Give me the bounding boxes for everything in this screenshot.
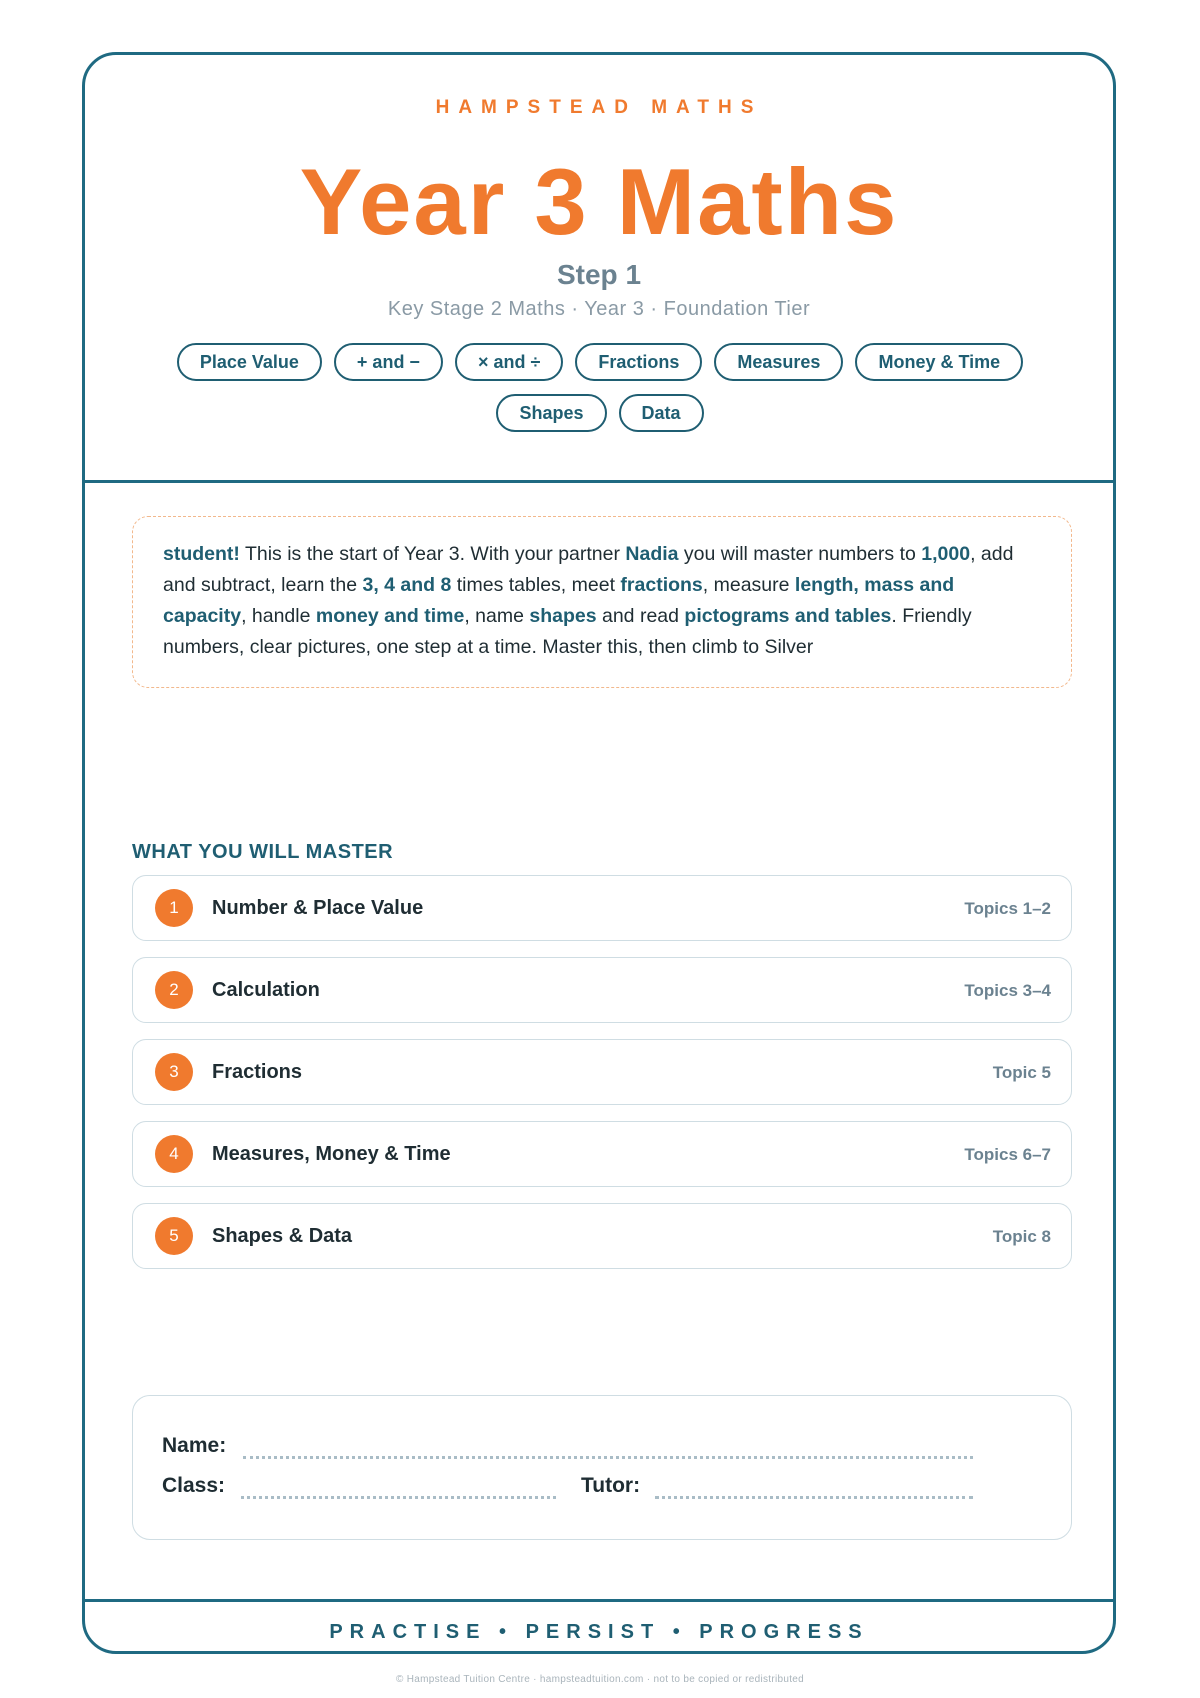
intro-text: , measure — [702, 574, 795, 596]
class-label: Class: — [162, 1474, 226, 1497]
topic-name: Number & Place Value — [212, 897, 424, 919]
topic-name: Measures, Money & Time — [212, 1143, 451, 1165]
cover-header — [85, 55, 1113, 479]
intro-highlight: money and time — [315, 605, 465, 627]
intro-highlight: 3, 4 and 8 — [362, 574, 452, 596]
topic-chips — [165, 343, 1035, 432]
intro-highlight: pictograms and tables — [684, 605, 892, 627]
step-number-badge: 2 — [155, 971, 193, 1009]
topic-name: Shapes & Data — [212, 1225, 353, 1247]
brand-name: HAMPSTEAD MATHS — [435, 97, 763, 118]
subtitle: Key Stage 2 Maths · Year 3 · Foundation Tier — [387, 298, 811, 320]
section-heading: WHAT YOU WILL MASTER — [132, 841, 394, 863]
intro-box — [132, 516, 1072, 688]
intro-text: you will master numbers to — [678, 543, 922, 565]
intro-text: , handle — [241, 605, 316, 627]
class-field[interactable] — [241, 1496, 556, 1499]
topic-chip: Place Value — [177, 343, 322, 381]
topic-chip: Fractions — [575, 343, 702, 381]
topic-chip: × and ÷ — [455, 343, 563, 381]
list-item — [132, 957, 1072, 1023]
mastery-list — [132, 875, 1072, 1285]
list-item — [132, 1039, 1072, 1105]
name-label: Name: — [162, 1434, 227, 1457]
topic-chip: Money & Time — [855, 343, 1023, 381]
topic-chip: Measures — [714, 343, 843, 381]
intro-text: and read — [596, 605, 685, 627]
tutor-label: Tutor: — [581, 1474, 641, 1497]
topic-range: Topics 1–2 — [964, 899, 1051, 918]
intro-highlight: 1,000 — [921, 543, 971, 565]
tutor-field[interactable] — [655, 1496, 973, 1499]
step-number-badge: 4 — [155, 1135, 193, 1173]
student-details-box — [132, 1395, 1072, 1540]
topic-range: Topic 5 — [992, 1063, 1051, 1082]
topic-range: Topics 3–4 — [964, 981, 1051, 1000]
list-item — [132, 875, 1072, 941]
topic-name: Fractions — [212, 1061, 303, 1083]
name-field[interactable] — [243, 1456, 973, 1459]
list-item — [132, 1203, 1072, 1269]
intro-text: , name — [464, 605, 530, 627]
intro-text: This is the start of Year 3. With your partner — [239, 543, 626, 565]
topic-range: Topics 6–7 — [964, 1145, 1051, 1164]
topic-chip: Data — [619, 394, 704, 432]
page-title: Year 3 Maths — [299, 149, 899, 254]
topic-chip: + and − — [334, 343, 443, 381]
step-label: Step 1 — [556, 259, 642, 290]
header-divider — [85, 480, 1113, 483]
page-frame — [82, 52, 1116, 1654]
intro-highlight: shapes — [529, 605, 597, 627]
copyright-notice: © Hampstead Tuition Centre · hampsteadtuition.com · not to be copied or redistributed — [395, 1674, 805, 1685]
intro-highlight: fractions — [620, 574, 703, 596]
topic-range: Topic 8 — [992, 1227, 1051, 1246]
intro-text: , add and subtract, learn the — [163, 543, 1014, 596]
topic-chip: Shapes — [496, 394, 606, 432]
intro-text: . Friendly numbers, clear pictures, one step at a time. Master this, then climb to Silver — [163, 605, 972, 658]
footer-motto: PRACTISE • PERSIST • PROGRESS — [329, 1621, 869, 1643]
step-number-badge: 5 — [155, 1217, 193, 1255]
topic-name: Calculation — [212, 979, 320, 1001]
intro-highlight: student! — [163, 543, 240, 565]
intro-text: times tables, meet — [451, 574, 621, 596]
intro-highlight: Nadia — [625, 543, 679, 565]
footer-divider — [85, 1599, 1113, 1602]
step-number-badge: 3 — [155, 1053, 193, 1091]
list-item — [132, 1121, 1072, 1187]
intro-highlight: length, mass and capacity — [163, 574, 955, 627]
step-number-badge: 1 — [155, 889, 193, 927]
